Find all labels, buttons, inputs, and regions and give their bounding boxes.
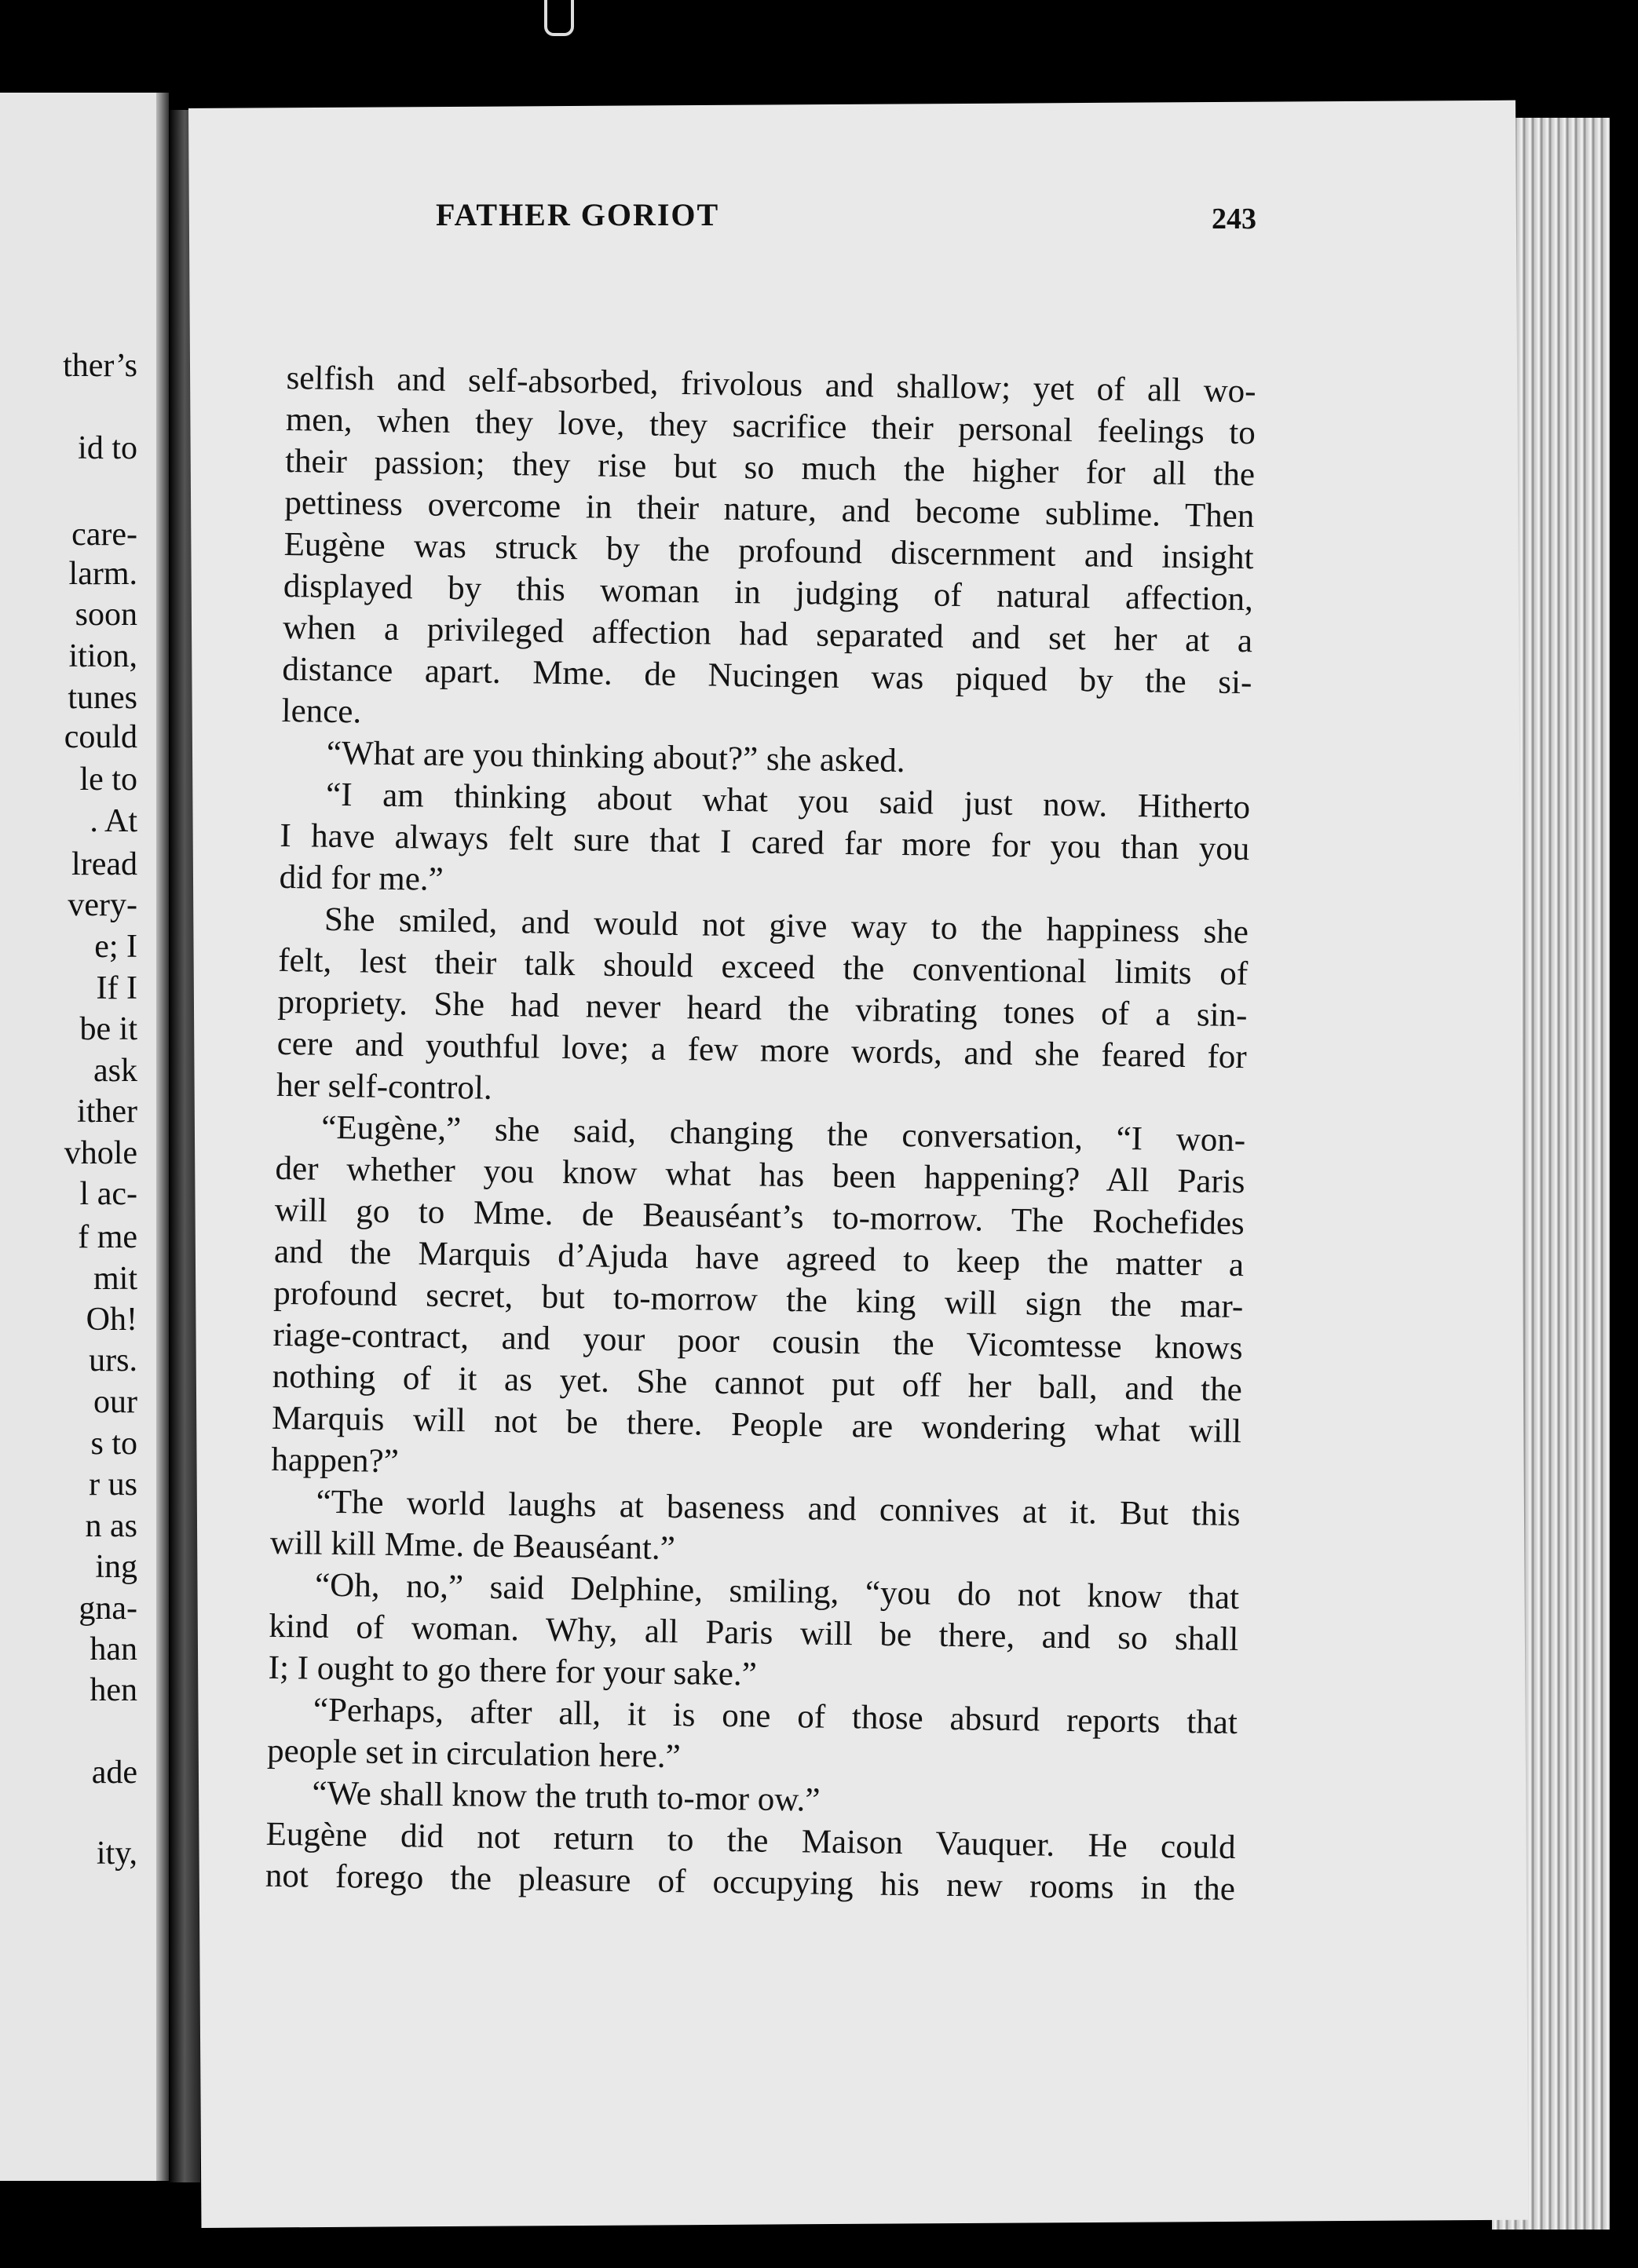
left-page-fragment: Oh! bbox=[86, 1302, 137, 1338]
left-page-fragment: larm. bbox=[68, 556, 137, 592]
left-page-fragment: ask bbox=[93, 1053, 137, 1089]
left-page-fragment: urs. bbox=[89, 1342, 137, 1379]
text-line: Eugène did not return to the Maison Vauquer. He could bbox=[265, 1815, 1236, 1867]
left-page-fragment: f me bbox=[78, 1219, 137, 1255]
text-line: felt, lest their talk should exceed the conventional limits of bbox=[277, 941, 1249, 993]
left-page bbox=[0, 93, 169, 2181]
text-line: and the Marquis d’Ajuda have agreed to keep the matter a bbox=[273, 1233, 1245, 1284]
left-page-fragment: id to bbox=[78, 430, 137, 466]
text-line: cere and youthful love; a few more words, and she feared for bbox=[276, 1024, 1247, 1076]
text-line: “Oh, no,” said Delphine, smiling, “you do not know that bbox=[314, 1566, 1240, 1617]
text-line: I; I ought to go there for your sake.” bbox=[268, 1649, 758, 1693]
left-page-fragment: very- bbox=[68, 887, 137, 923]
film-clip-mark bbox=[544, 0, 574, 36]
text-line: She smiled, and would not give way to the happiness she bbox=[324, 900, 1249, 951]
left-page-fragment: mit bbox=[93, 1261, 137, 1297]
text-line: profound secret, but to-morrow the king will sign the mar- bbox=[273, 1274, 1244, 1326]
left-page-fragment: ition, bbox=[68, 638, 137, 674]
left-page-fragment: l ac- bbox=[79, 1176, 137, 1212]
left-page-fragment: care- bbox=[71, 517, 137, 553]
text-line: displayed by this woman in judging of natural affection, bbox=[283, 567, 1254, 619]
left-page-fragment: n as bbox=[85, 1508, 137, 1544]
text-line: “What are you thinking about?” she asked. bbox=[326, 734, 905, 780]
text-line: I have always felt sure that I cared far more for you than you bbox=[280, 816, 1250, 868]
text-line: people set in circulation here.” bbox=[266, 1732, 682, 1776]
text-line: “I am thinking about what you said just now. Hitherto bbox=[325, 776, 1251, 827]
text-line: did for me.” bbox=[279, 858, 444, 898]
left-page-fragment: e; I bbox=[94, 929, 137, 965]
left-page-fragment: ade bbox=[91, 1755, 137, 1791]
left-page-fragment: soon bbox=[75, 597, 137, 633]
text-line: “We shall know the truth to-mor ow.” bbox=[312, 1774, 821, 1819]
text-line: “The world laughs at baseness and connives at it. But this bbox=[316, 1483, 1241, 1534]
text-line: pettiness overcome in their nature, and become sublime. Then bbox=[284, 484, 1255, 535]
left-page-fragment: vhole bbox=[64, 1135, 137, 1171]
text-line: selfish and self-absorbed, frivolous and shallow; yet of all wo- bbox=[286, 359, 1256, 411]
left-page-fragment: our bbox=[93, 1384, 137, 1420]
body-text bbox=[265, 357, 1256, 1910]
text-line: der whether you know what has been happening? All Paris bbox=[275, 1149, 1245, 1201]
left-page-fragment: could bbox=[64, 719, 137, 755]
text-line: happen?” bbox=[271, 1441, 400, 1481]
text-line: riage-contract, and your poor cousin the Vicomtesse knows bbox=[272, 1316, 1243, 1368]
text-line: lence. bbox=[281, 692, 362, 731]
text-line: will kill Mme. de Beauséant.” bbox=[269, 1524, 676, 1568]
text-line: her self-control. bbox=[276, 1066, 492, 1107]
left-page-fragment: be it bbox=[79, 1011, 137, 1047]
text-line: Marquis will not be there. People are wondering what will bbox=[271, 1399, 1242, 1451]
text-line: not forego the pleasure of occupying his new rooms in the bbox=[265, 1857, 1236, 1908]
left-page-fragment: ing bbox=[95, 1549, 137, 1585]
text-line: nothing of it as yet. She cannot put off her ball, and the bbox=[272, 1357, 1243, 1409]
text-line: when a privileged affection had separated and set her at a bbox=[282, 608, 1253, 660]
left-page-fragment: If I bbox=[96, 970, 137, 1006]
left-gutter-shadow bbox=[156, 93, 169, 2181]
text-line: kind of woman. Why, all Paris will be there, and so shall bbox=[269, 1607, 1239, 1659]
text-line: distance apart. Mme. de Nucingen was piqued by the si- bbox=[282, 650, 1252, 702]
text-line: “Perhaps, after all, it is one of those absurd reports that bbox=[313, 1691, 1238, 1742]
left-page-fragment: lread bbox=[71, 846, 137, 882]
page-number: 243 bbox=[1212, 203, 1256, 236]
left-page-fragment: le to bbox=[79, 761, 137, 798]
left-page-fragment: ther’s bbox=[63, 348, 137, 384]
left-page-fragment: ity, bbox=[96, 1835, 137, 1872]
text-line: their passion; they rise but so much the higher for all the bbox=[284, 442, 1256, 494]
left-page-fragment: gna- bbox=[79, 1591, 137, 1627]
left-page-fragment: r us bbox=[89, 1466, 137, 1503]
text-line: men, when they love, they sacrifice their personal feelings to bbox=[285, 400, 1256, 452]
left-page-fragment: s to bbox=[90, 1426, 137, 1462]
left-page-fragment: tunes bbox=[68, 680, 137, 716]
left-page-fragment: han bbox=[90, 1631, 137, 1667]
text-line: Eugène was struck by the profound discernment and insight bbox=[283, 525, 1254, 577]
text-line: will go to Mme. de Beauséant’s to-morrow. The Rochefides bbox=[274, 1191, 1245, 1243]
left-page-fragment: hen bbox=[90, 1672, 137, 1708]
text-line: “Eugène,” she said, changing the conversation, “I won- bbox=[320, 1108, 1246, 1160]
text-line: propriety. She had never heard the vibrating tones of a sin- bbox=[277, 983, 1248, 1035]
running-head: FATHER GORIOT bbox=[436, 197, 720, 232]
left-page-fragment: . At bbox=[90, 803, 137, 839]
left-page-fragment: ither bbox=[77, 1094, 137, 1130]
